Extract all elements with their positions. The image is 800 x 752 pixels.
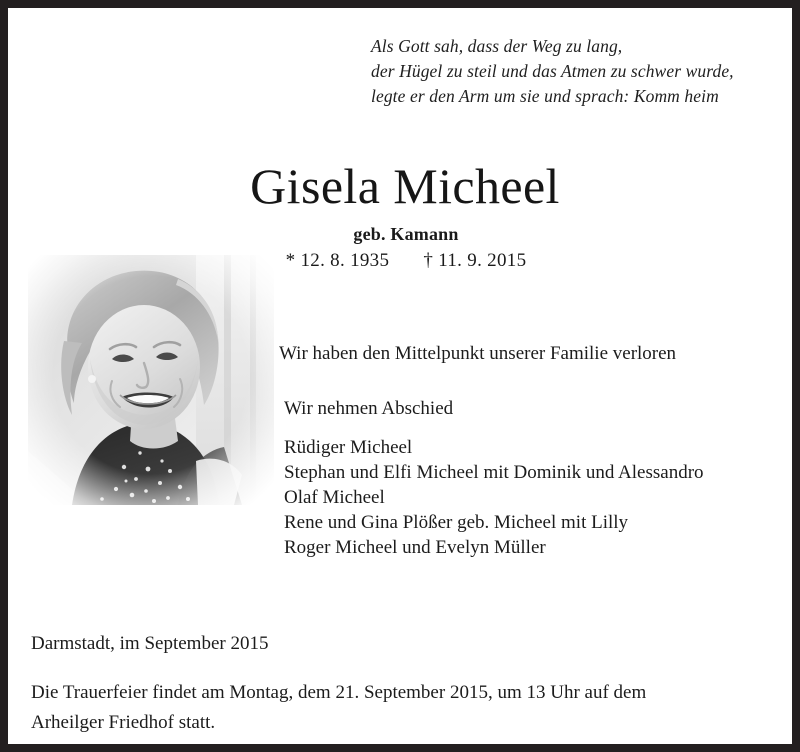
ceremony-line-1: Die Trauerfeier findet am Montag, dem 21. September 2015, um 13 Uhr auf dem	[31, 682, 647, 703]
maiden-name: geb. Kamann	[353, 224, 459, 244]
portrait-photo	[28, 255, 274, 505]
obituary-content	[8, 8, 792, 744]
lead-message: Wir haben den Mittelpunkt unserer Familie verloren	[279, 343, 677, 364]
birth-star-icon: *	[285, 250, 296, 271]
portrait-photo-image	[28, 255, 274, 505]
footer-block	[31, 631, 776, 738]
ceremony-details	[31, 678, 776, 738]
ceremony-line-2: Arheilger Friedhof statt.	[31, 712, 216, 733]
verse-line-1: Als Gott sah, dass der Weg zu lang,	[371, 36, 623, 56]
verse-line-2: der Hügel zu steil und das Atmen zu schwer wurde,	[371, 61, 734, 81]
mourning-message-block	[279, 341, 784, 576]
deceased-name: Gisela Micheel	[250, 158, 560, 214]
list-item: Rene und Gina Plößer geb. Micheel mit Lilly	[284, 512, 629, 533]
place-and-date: Darmstadt, im September 2015	[31, 633, 269, 654]
list-item: Olaf Micheel	[284, 487, 385, 508]
death-cross-icon: †	[423, 250, 434, 271]
list-item: Stephan und Elfi Micheel mit Dominik und Alessandro	[284, 462, 704, 483]
list-item: Rüdiger Micheel	[284, 437, 413, 458]
verse-line-3: legte er den Arm um sie und sprach: Komm heim	[371, 86, 719, 106]
birth-date: 12. 8. 1935	[300, 250, 390, 271]
list-item: Roger Micheel und Evelyn Müller	[284, 537, 546, 558]
mourners-list	[284, 435, 784, 560]
death-date: 11. 9. 2015	[438, 250, 527, 271]
farewell-message: Wir nehmen Abschied	[284, 398, 454, 419]
memorial-verse	[371, 34, 791, 109]
